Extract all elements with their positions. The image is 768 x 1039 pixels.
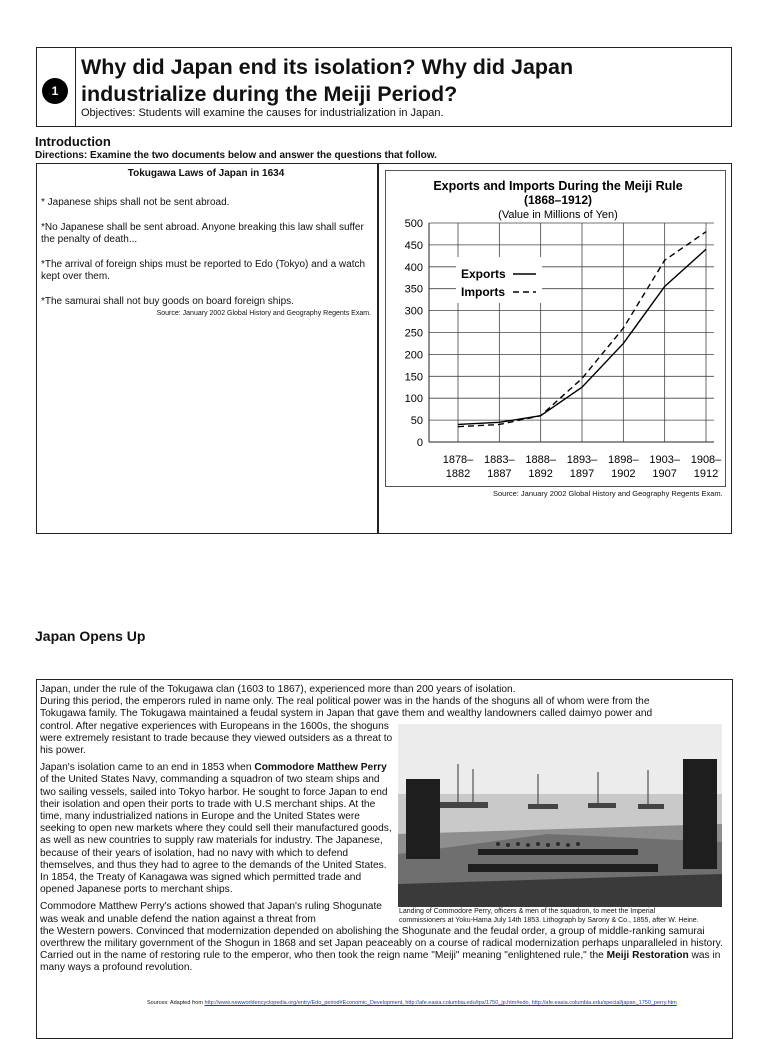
- x-tick-label: 1892: [528, 468, 553, 480]
- paragraph-line: Tokugawa family. The Tokugawa maintained a feudal system in Japan that gave them and wealthy landowners called daimyo power and: [40, 708, 653, 720]
- x-tick-label: 1902: [611, 468, 636, 480]
- chart-title: Exports and Imports During the Meiji Rule: [433, 179, 683, 193]
- source-links[interactable]: http://www.newworldencyclopedia.org/entry/Edo_period#Economic_Development, http://afe.easia.columbia.edu/tps/1750_jp.htm#edo, http://afe.easia.columbia.edu/special/japan_1750_perry.htm: [204, 1000, 677, 1006]
- chart-subtitle: (1868–1912): [523, 193, 593, 207]
- x-tick-label: 1887: [487, 468, 512, 480]
- introduction-heading: Introduction: [35, 134, 111, 149]
- x-tick-label: 1903–: [649, 454, 680, 466]
- y-tick-label: 200: [404, 349, 423, 362]
- paragraph-line: Japan, under the rule of the Tokugawa clan (1603 to 1867), experienced more than 200 years of isolation.: [40, 684, 516, 695]
- sources-line: Sources: Adapted from http://www.newworldencyclopedia.org/entry/Edo_period#Economic_Development, http://afe.easia.columbia.edu/tps/1750_jp.htm#edo, http://afe.easia.columbia.edu/special/japan_1750_perry.htm: [147, 1000, 677, 1006]
- paragraph-line: During this period, the emperors ruled in name only. The real political power was in the hands of the shoguns all of whom were from the: [40, 696, 650, 708]
- legend-label: Imports: [461, 285, 506, 299]
- number-cell: [37, 48, 76, 126]
- x-tick-label: 1888–: [525, 454, 556, 466]
- laws-title: Tokugawa Laws of Japan in 1634: [127, 168, 285, 179]
- chart-frame: [385, 170, 726, 487]
- x-tick-label: 1912: [693, 468, 719, 480]
- trade-line-chart: [386, 171, 724, 485]
- x-tick-label: 1897: [569, 468, 595, 480]
- law-item: *The arrival of foreign ships must be reported to Edo (Tokyo) and a watch kept over them.: [41, 259, 366, 282]
- x-tick-label: 1883–: [484, 454, 515, 466]
- perry-paragraph: Japan's isolation came to an end in 1853 when Commodore Matthew Perry of the United States Navy, commanding a squadron of two steam ships and two sailing vessels, sailed into Tokyo harbor. He sought to force Japan to end their isolation and open their ports to trade with U.S merchant ships. At the time, many industrialized nations in Europe and the United States were seeking to open new markets where they could sell their manufactured goods, as well as new countries to supply raw materials for industry. The Japanese, because of their years of isolation, had no navy with which to defend themselves, and thus they had to agree to the demands of the United States. In 1854, the Treaty of Kanagawa was signed which permitted trade and opened Japanese ports to merchant ships.: [40, 762, 392, 896]
- y-tick-label: 250: [404, 327, 423, 340]
- x-tick-label: 1898–: [608, 454, 639, 466]
- shogunate-paragraph-start: Commodore Matthew Perry's actions showed that Japan's ruling Shogunate was weak and unable defend the nation against a threat from: [40, 901, 382, 925]
- y-tick-label: 0: [416, 437, 423, 449]
- y-tick-label: 400: [404, 261, 423, 274]
- y-tick-label: 500: [404, 218, 423, 230]
- lesson-number-badge: 1: [42, 78, 68, 104]
- paragraph-continued: control. After negative experiences with Europeans in the 1600s, the shoguns were extremely resistant to trade because they viewed outsiders as a threat to his power.: [40, 720, 393, 757]
- x-tick-label: 1907: [652, 468, 677, 480]
- page-title: Why did Japan end its isolation? Why did Japan industrialize during the Meiji Period?: [81, 55, 574, 106]
- x-tick-label: 1893–: [566, 454, 598, 466]
- japan-opens-up-heading: Japan Opens Up: [35, 628, 146, 644]
- y-tick-label: 150: [404, 371, 423, 384]
- table-divider: [377, 164, 379, 533]
- y-tick-label: 450: [404, 239, 423, 252]
- chart-unit-label: (Value in Millions of Yen): [498, 209, 618, 221]
- x-tick-label: 1878–: [442, 454, 474, 466]
- x-tick-label: 1908–: [690, 454, 722, 466]
- y-tick-label: 350: [404, 283, 423, 296]
- laws-source: Source: January 2002 Global History and Geography Regents Exam.: [156, 310, 371, 317]
- legend-label: Exports: [461, 267, 506, 281]
- image-caption: Landing of Commodore Perry, officers & men of the squadron, to meet the Imperial commissioners at Yoku-Hama July 14th 1853. Lithograph by Sarony & Co., 1855, after W. Heine.: [399, 908, 699, 924]
- reading-box: [36, 679, 733, 1039]
- x-tick-label: 1882: [445, 468, 471, 480]
- y-tick-label: 50: [410, 415, 423, 428]
- chart-source: Source: January 2002 Global History and Geography Regents Exam.: [493, 489, 723, 498]
- law-item: *No Japanese shall be sent abroad. Anyone breaking this law shall suffer the penalty of death...: [41, 222, 364, 245]
- perry-name: Commodore Matthew Perry: [254, 762, 387, 774]
- law-item: *The samurai shall not buy goods on board foreign ships.: [41, 296, 294, 307]
- title-box: [36, 47, 732, 127]
- meiji-restoration-term: Meiji Restoration: [606, 950, 689, 962]
- y-tick-label: 300: [404, 305, 423, 318]
- objectives-text: Objectives: Students will examine the causes for industrialization in Japan.: [81, 107, 444, 119]
- tokugawa-laws-document: [41, 168, 371, 333]
- y-tick-label: 100: [404, 393, 423, 406]
- perry-landing-lithograph: [398, 724, 722, 907]
- directions-text: Directions: Examine the two documents below and answer the questions that follow.: [35, 150, 437, 161]
- shogunate-paragraph: the Western powers. Convinced that modernization depended on abolishing the Shogunate and the feudal order, a group of middle-ranking samurai overthrew the military government of the Shogun in 1868 and set Japan peaceably on a course of radical modernization perhaps unparalleled in history. Carried out in the name of restoring rule to the emperor, who then took the reign name "Meiji" meaning "enlightened rule," the Meiji Restoration was in many ways a profound revolution.: [40, 925, 723, 974]
- documents-table: [36, 163, 732, 534]
- law-item: * Japanese ships shall not be sent abroad.: [41, 197, 230, 208]
